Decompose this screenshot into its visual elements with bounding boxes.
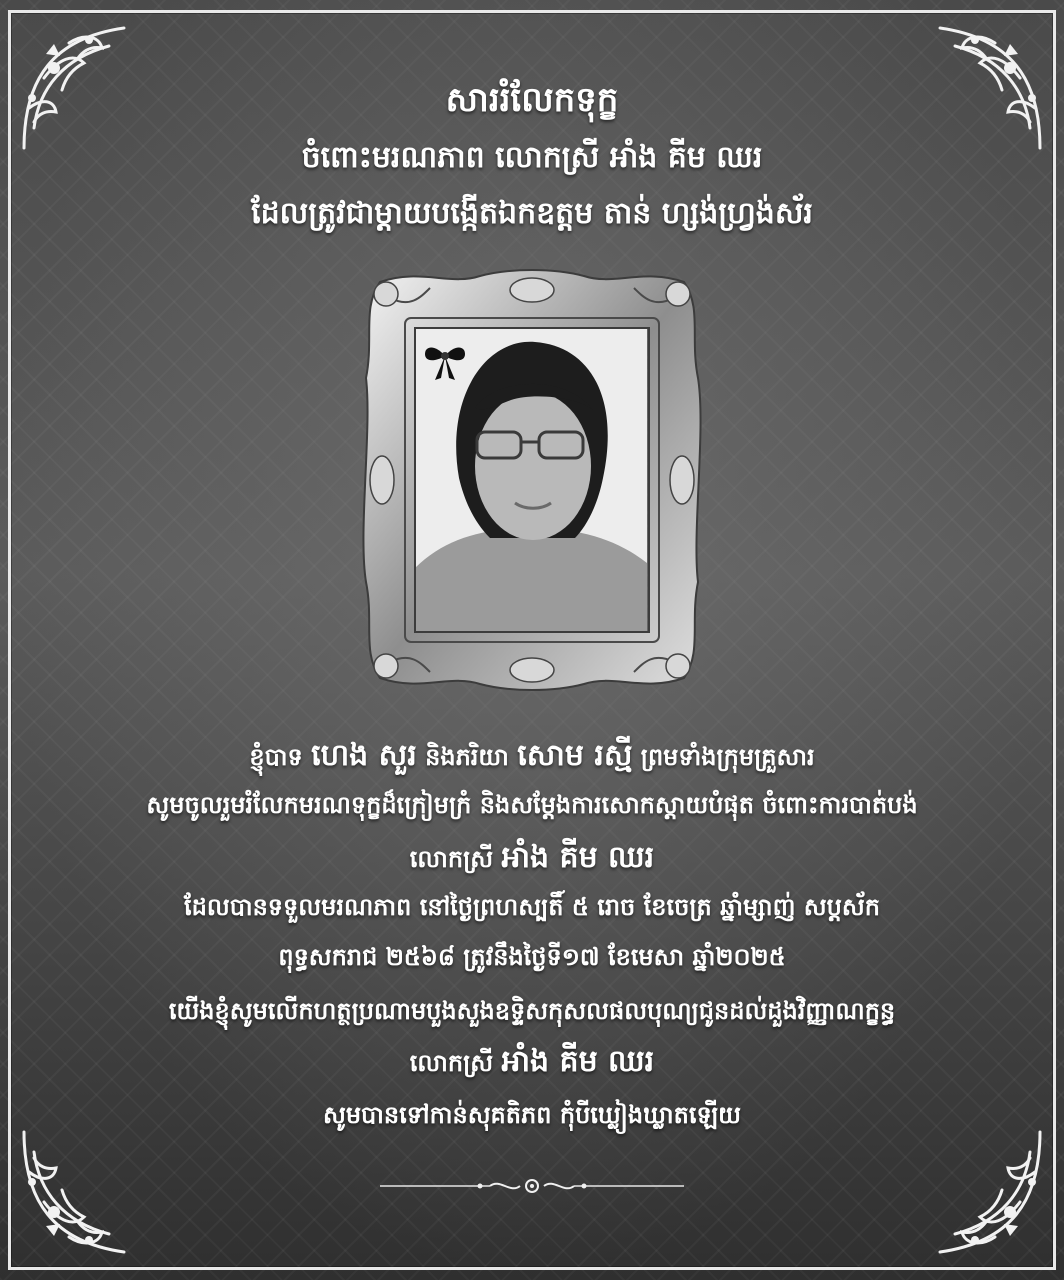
ornament-corner-bottom-right-icon	[930, 1122, 1050, 1262]
deceased-name-line-2	[0, 1042, 1064, 1086]
deceased-title-1: លោកស្រី	[409, 845, 502, 873]
deceased-title-2: លោកស្រី	[409, 1049, 502, 1077]
family-intro-line	[0, 736, 1064, 780]
ornament-corner-bottom-left-icon	[14, 1122, 134, 1262]
blessing-line: សូមបានទៅកាន់សុគតិភព កុំបីឃ្លៀងឃ្លាតឡើយ	[322, 1101, 742, 1129]
intro-text-3: ព្រមទាំងក្រុមគ្រួសារ	[632, 743, 815, 771]
date-line-2: ពុទ្ធសករាជ ២៥៦៨ ត្រូវនឹងថ្ងៃទី១៧ ខែមេសា ឆ្នាំ២០២៥	[278, 943, 786, 971]
dedication-line: យើងខ្ញុំសូមលើកហត្ថប្រណាមបួងសួងឧទ្ទិសកុសលផលបុណ្យជូនដល់ដួងវិញ្ញាណក្ខន្ធ	[168, 997, 896, 1025]
card-subtitle-2: ដែលត្រូវជាម្តាយបង្កើតឯកឧត្តម តាន់ ហ្សង់ហ្វ្រង់ស័រ	[251, 196, 813, 231]
divider-ornament-icon	[380, 1176, 684, 1196]
sender-name-1: ហេង សួរ	[311, 738, 417, 773]
intro-text-2: និងភរិយា	[416, 743, 518, 771]
date-line-1: ដែលបានទទួលមរណភាព នៅថ្ងៃព្រហស្បតិ៍ ៥ រោច ខែចេត្រ ឆ្នាំម្សាញ់ សប្តស័ក	[184, 893, 880, 921]
deceased-name-2: អាំង គីម ឈរ	[501, 1044, 655, 1079]
deceased-name-1: អាំង គីម ឈរ	[501, 840, 655, 875]
condolence-line: សូមចូលរួមរំលែកមរណទុក្ខដ៏ក្រៀមក្រំ និងសម្តែងការសោកស្តាយបំផុត ចំពោះការបាត់បង់	[146, 791, 918, 819]
ornate-photo-frame	[360, 268, 704, 692]
card-subtitle-1: ចំពោះមរណភាព លោកស្រី អាំង គីម ឈរ	[301, 140, 763, 175]
card-title: សាររំលែកទុក្ខ	[445, 80, 619, 120]
sender-name-2: សោម រស្មី	[517, 738, 633, 773]
intro-text-1: ខ្ញុំបាទ	[249, 743, 312, 771]
deceased-name-line-1	[0, 838, 1064, 882]
